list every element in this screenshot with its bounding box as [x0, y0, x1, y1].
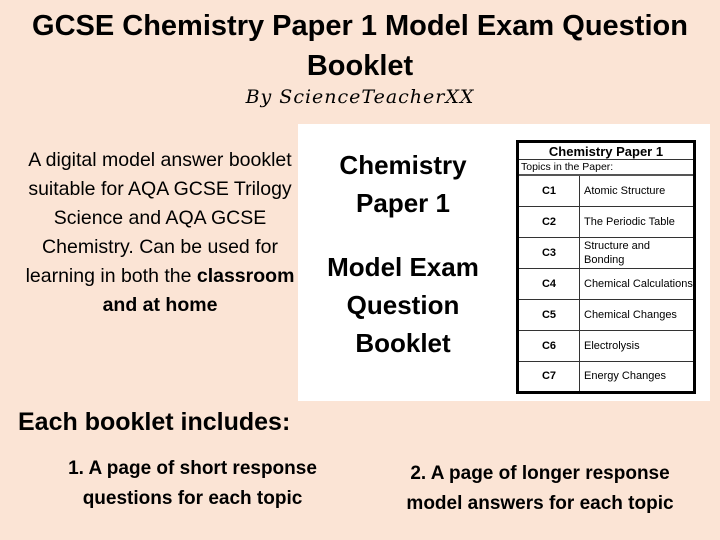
topic-name: Atomic Structure [580, 175, 695, 206]
topic-code: C2 [518, 206, 580, 237]
cover-line-2: Model Exam Question Booklet [327, 252, 479, 358]
topic-code: C6 [518, 330, 580, 361]
table-row [518, 330, 695, 361]
table-title: Chemistry Paper 1 [518, 142, 695, 160]
cover-line-1: Chemistry Paper 1 [339, 150, 467, 218]
topic-code: C5 [518, 299, 580, 330]
include-item-1: 1. A page of short response questions for each topic [68, 458, 317, 509]
table-row [518, 361, 695, 392]
topic-code: C7 [518, 361, 580, 392]
topic-code: C3 [518, 237, 580, 268]
topic-code: C4 [518, 268, 580, 299]
description-bold: classroom and at home [102, 265, 295, 316]
topic-name: Electrolysis [580, 330, 695, 361]
topic-name: Energy Changes [580, 361, 695, 392]
topic-name: Chemical Changes [580, 299, 695, 330]
description [20, 146, 300, 320]
topics-table [516, 140, 696, 394]
table-row [518, 206, 695, 237]
table-row [518, 268, 695, 299]
table-subtitle: Topics in the Paper: [518, 160, 695, 176]
description-text: A digital model answer booklet suitable for AQA GCSE Trilogy Science and AQA GCSE Chemistry. Can be used for learning in both the [25, 149, 292, 287]
byline: By ScienceTeacherXX [245, 86, 475, 108]
includes-heading: Each booklet includes: [18, 408, 291, 436]
table-row [518, 299, 695, 330]
topic-name: Chemical Calculations [580, 268, 695, 299]
topic-name: The Periodic Table [580, 206, 695, 237]
cover-text [308, 146, 498, 362]
table-row [518, 237, 695, 268]
table-row [518, 175, 695, 206]
topic-name: Structure and Bonding [580, 237, 695, 268]
cover-panel [298, 124, 710, 401]
topic-code: C1 [518, 175, 580, 206]
page-title: GCSE Chemistry Paper 1 Model Exam Question Booklet [32, 10, 688, 82]
include-item-2: 2. A page of longer response model answers for each topic [406, 463, 674, 514]
